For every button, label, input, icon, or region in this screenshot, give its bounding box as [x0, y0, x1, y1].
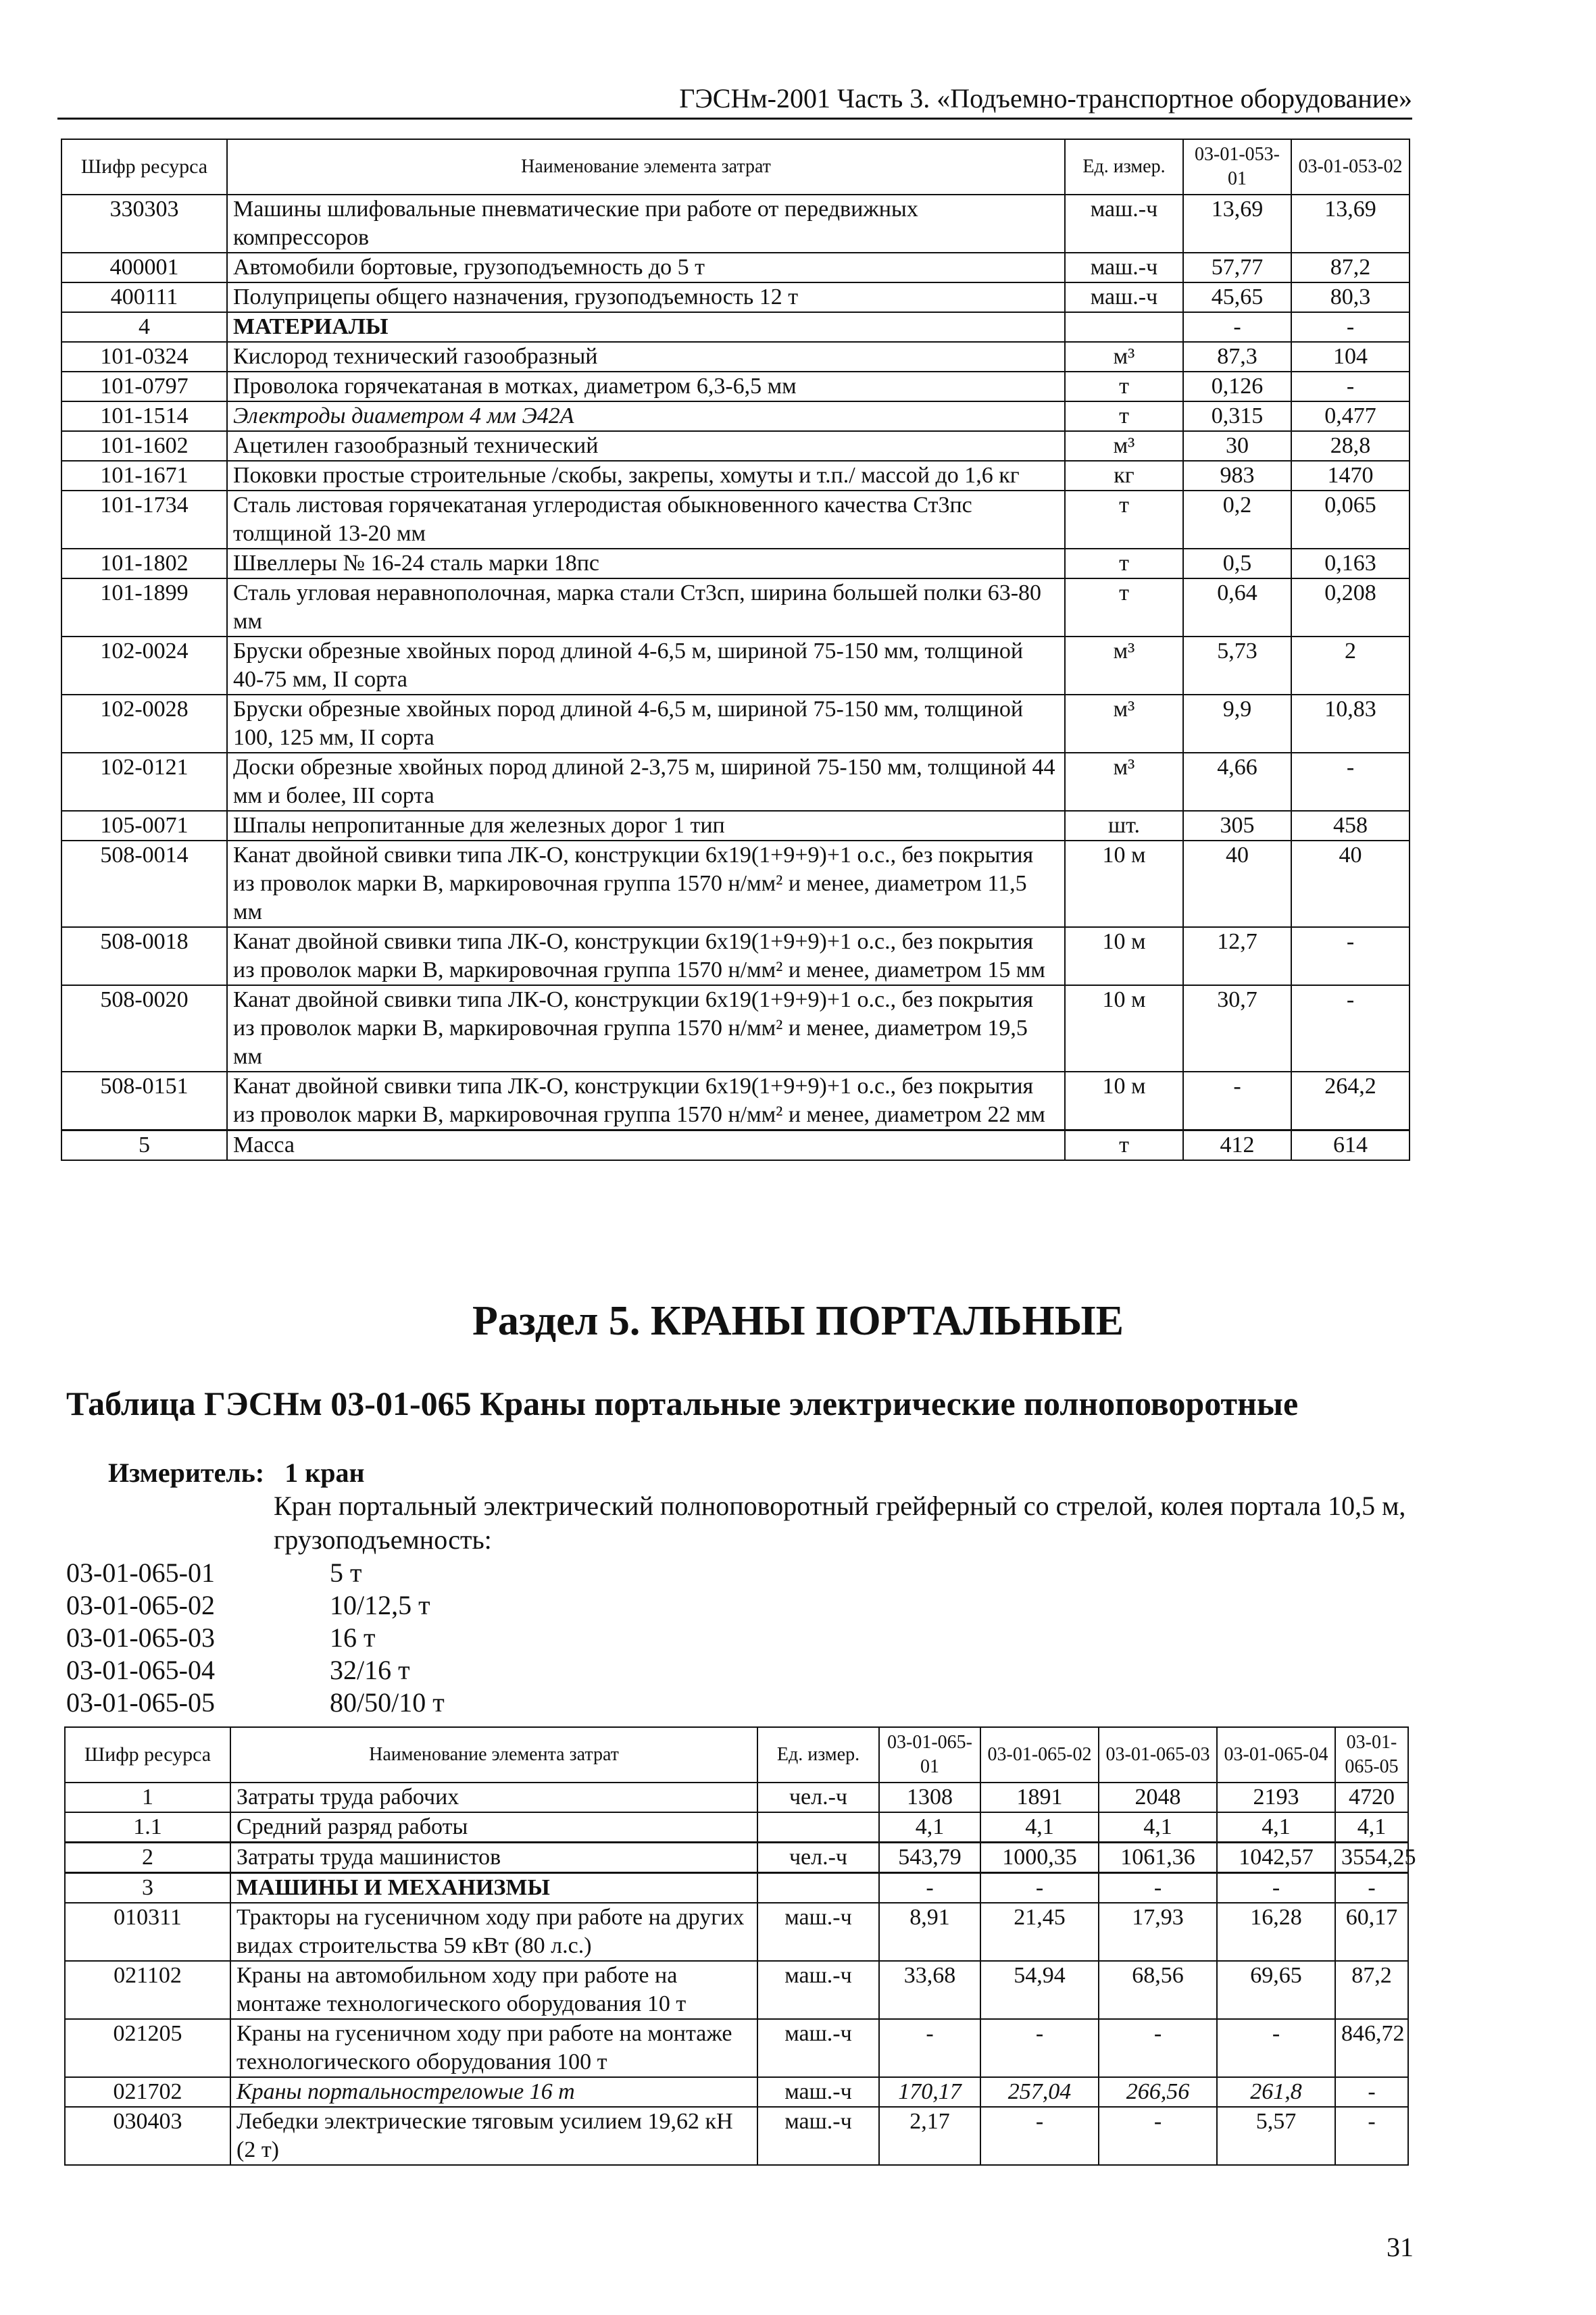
- value-053-02: 10,83: [1291, 695, 1410, 753]
- value-065-04: -: [1217, 2019, 1335, 2077]
- resource-unit: чел.-ч: [757, 1843, 879, 1873]
- value-065-05: 4,1: [1335, 1812, 1408, 1843]
- resource-code: 102-0024: [61, 637, 227, 695]
- value-065-01: 8,91: [879, 1903, 980, 1961]
- col-header-065-04: 03-01-065-04: [1217, 1727, 1335, 1783]
- resource-name: Затраты труда рабочих: [230, 1783, 757, 1812]
- resource-unit: м³: [1065, 431, 1183, 461]
- resource-table-065: [64, 1726, 1416, 2166]
- value-053-01: 983: [1183, 461, 1291, 491]
- measure-label: Измеритель:: [108, 1458, 265, 1488]
- resource-unit: т: [1065, 1130, 1183, 1161]
- col-header-065-03: 03-01-065-03: [1099, 1727, 1217, 1783]
- value-065-02: 1891: [980, 1783, 1099, 1812]
- value-065-01: 33,68: [879, 1961, 980, 2019]
- resource-code: 508-0018: [61, 927, 227, 985]
- value-065-05: 3554,25: [1335, 1843, 1408, 1873]
- value-053-01: 5,73: [1183, 637, 1291, 695]
- value-053-01: 0,64: [1183, 578, 1291, 637]
- value-053-01: 45,65: [1183, 282, 1291, 312]
- resource-unit: маш.-ч: [757, 1903, 879, 1961]
- value-053-02: 264,2: [1291, 1072, 1410, 1130]
- value-053-01: 0,315: [1183, 401, 1291, 431]
- table-row: [61, 431, 1410, 461]
- page-number: 31: [1387, 2232, 1414, 2262]
- value-065-03: 2048: [1099, 1783, 1217, 1812]
- resource-unit: м³: [1065, 695, 1183, 753]
- value-065-01: -: [879, 2019, 980, 2077]
- resource-unit: маш.-ч: [1065, 253, 1183, 282]
- resource-code: 101-1802: [61, 549, 227, 578]
- resource-code: 4: [61, 312, 227, 342]
- table-row: [61, 841, 1410, 927]
- value-065-03: 1061,36: [1099, 1843, 1217, 1873]
- value-053-01: 87,3: [1183, 342, 1291, 372]
- value-065-02: 4,1: [980, 1812, 1099, 1843]
- resource-unit: маш.-ч: [757, 2107, 879, 2165]
- table-row: [61, 811, 1410, 841]
- resource-unit: [757, 1812, 879, 1843]
- value-065-03: 68,56: [1099, 1961, 1217, 2019]
- resource-unit: т: [1065, 401, 1183, 431]
- table-row: [61, 695, 1410, 753]
- resource-code: 508-0020: [61, 985, 227, 1072]
- variant-code: 03-01-065-03: [66, 1622, 215, 1653]
- resource-code: 101-0797: [61, 372, 227, 401]
- resource-code: 021102: [65, 1961, 230, 2019]
- table-row: [61, 753, 1410, 811]
- resource-code: 2: [65, 1843, 230, 1873]
- resource-unit: маш.-ч: [1065, 282, 1183, 312]
- value-065-04: 2193: [1217, 1783, 1335, 1812]
- resource-name: МАТЕРИАЛЫ: [227, 312, 1065, 342]
- table-row: [61, 312, 1410, 342]
- table-row: [61, 401, 1410, 431]
- table-row: [61, 1130, 1410, 1161]
- resource-code: 101-1671: [61, 461, 227, 491]
- running-header: ГЭСНм-2001 Часть 3. «Подъемно-транспортное оборудование»: [57, 80, 1412, 120]
- resource-unit: 10 м: [1065, 985, 1183, 1072]
- value-065-03: -: [1099, 2019, 1217, 2077]
- value-065-05: 60,17: [1335, 1903, 1408, 1961]
- resource-code: 330303: [61, 195, 227, 253]
- resource-name: Шпалы непропитанные для железных дорог 1 тип: [227, 811, 1065, 841]
- col-header-code: Шифр ресурса: [65, 1727, 230, 1783]
- value-053-01: 40: [1183, 841, 1291, 927]
- col-header-name: Наименование элемента затрат: [227, 139, 1065, 195]
- resource-unit: маш.-ч: [1065, 195, 1183, 253]
- value-053-02: 0,163: [1291, 549, 1410, 578]
- table-row: [61, 549, 1410, 578]
- resource-code: 102-0028: [61, 695, 227, 753]
- table-header-row: [61, 139, 1410, 195]
- resource-unit: чел.-ч: [757, 1783, 879, 1812]
- value-053-02: -: [1291, 927, 1410, 985]
- value-065-02: -: [980, 2107, 1099, 2165]
- resource-name: Канат двойной свивки типа ЛК-О, конструкции 6х19(1+9+9)+1 о.с., без покрытия из проволок марки В, маркировочная группа 1570 н/мм² и менее, диаметром 11,5 мм: [227, 841, 1065, 927]
- value-065-05: 4720: [1335, 1783, 1408, 1812]
- resource-code: 400001: [61, 253, 227, 282]
- variant-row: [66, 1589, 430, 1621]
- resource-unit: 10 м: [1065, 841, 1183, 927]
- value-053-01: 0,126: [1183, 372, 1291, 401]
- resource-code: 1: [65, 1783, 230, 1812]
- value-053-02: 104: [1291, 342, 1410, 372]
- col-header-065-01: 03-01-065-01: [879, 1727, 980, 1783]
- table-row: [61, 342, 1410, 372]
- value-053-01: 57,77: [1183, 253, 1291, 282]
- value-065-05: 846,72: [1335, 2019, 1408, 2077]
- value-065-01: 170,17: [879, 2077, 980, 2107]
- variant-value: 32/16 т: [330, 1655, 410, 1685]
- resource-code: 3: [65, 1873, 230, 1903]
- resource-code: 101-1602: [61, 431, 227, 461]
- value-065-03: -: [1099, 1873, 1217, 1903]
- value-065-01: -: [879, 1873, 980, 1903]
- variant-row: [66, 1622, 376, 1653]
- col-header-053-02: 03-01-053-02: [1291, 139, 1410, 195]
- resource-name: Ацетилен газообразный технический: [227, 431, 1065, 461]
- resource-code: 101-1899: [61, 578, 227, 637]
- measure-line: [108, 1457, 365, 1489]
- table-row: [65, 2077, 1408, 2107]
- value-053-02: -: [1291, 372, 1410, 401]
- resource-name: Канат двойной свивки типа ЛК-О, конструкции 6х19(1+9+9)+1 о.с., без покрытия из проволок марки В, маркировочная группа 1570 н/мм² и менее, диаметром 15 мм: [227, 927, 1065, 985]
- value-053-02: 28,8: [1291, 431, 1410, 461]
- value-053-01: 9,9: [1183, 695, 1291, 753]
- resource-name: Доски обрезные хвойных пород длиной 2-3,75 м, шириной 75-150 мм, толщиной 44 мм и более, III сорта: [227, 753, 1065, 811]
- value-053-02: 2: [1291, 637, 1410, 695]
- table-header-row: [65, 1727, 1408, 1783]
- col-header-unit: Ед. измер.: [1065, 139, 1183, 195]
- table-row: [61, 1072, 1410, 1130]
- resource-name: Масса: [227, 1130, 1065, 1161]
- resource-name: Швеллеры № 16-24 сталь марки 18пс: [227, 549, 1065, 578]
- value-065-01: 1308: [879, 1783, 980, 1812]
- table-row: [65, 2019, 1408, 2077]
- resource-name: Сталь угловая неравнополочная, марка стали Ст3сп, ширина большей полки 63-80 мм: [227, 578, 1065, 637]
- value-053-01: 30,7: [1183, 985, 1291, 1072]
- value-053-02: -: [1291, 312, 1410, 342]
- table-row: [65, 1961, 1408, 2019]
- value-053-02: 0,065: [1291, 491, 1410, 549]
- resource-name: Затраты труда машинистов: [230, 1843, 757, 1873]
- resource-name: Канат двойной свивки типа ЛК-О, конструкции 6х19(1+9+9)+1 о.с., без покрытия из проволок марки В, маркировочная группа 1570 н/мм² и менее, диаметром 19,5 мм: [227, 985, 1065, 1072]
- variant-code: 03-01-065-05: [66, 1687, 215, 1718]
- resource-unit: 10 м: [1065, 927, 1183, 985]
- value-065-03: 4,1: [1099, 1812, 1217, 1843]
- table-row: [65, 1843, 1408, 1873]
- resource-unit: маш.-ч: [757, 1961, 879, 2019]
- resource-unit: маш.-ч: [757, 2077, 879, 2107]
- col-header-065-05: 03-01-065-05: [1335, 1727, 1408, 1783]
- table-row: [65, 2107, 1408, 2165]
- variant-value: 10/12,5 т: [330, 1590, 430, 1620]
- resource-name: Канат двойной свивки типа ЛК-О, конструкции 6х19(1+9+9)+1 о.с., без покрытия из проволок марки В, маркировочная группа 1570 н/мм² и менее, диаметром 22 мм: [227, 1072, 1065, 1130]
- resource-name: Полуприцепы общего назначения, грузоподъемность 12 т: [227, 282, 1065, 312]
- col-header-name: Наименование элемента затрат: [230, 1727, 757, 1783]
- resource-unit: м³: [1065, 342, 1183, 372]
- resource-code: 010311: [65, 1903, 230, 1961]
- variant-value: 80/50/10 т: [330, 1687, 445, 1718]
- resource-unit: маш.-ч: [757, 2019, 879, 2077]
- value-053-01: 30: [1183, 431, 1291, 461]
- resource-unit: кг: [1065, 461, 1183, 491]
- table-row: [61, 195, 1410, 253]
- value-065-04: 1042,57: [1217, 1843, 1335, 1873]
- resource-name: Электроды диаметром 4 мм Э42А: [227, 401, 1065, 431]
- value-065-02: -: [980, 1873, 1099, 1903]
- value-065-04: 69,65: [1217, 1961, 1335, 2019]
- col-header-053-01: 03-01-053-01: [1183, 139, 1291, 195]
- resource-unit: [757, 1873, 879, 1903]
- value-065-05: -: [1335, 2107, 1408, 2165]
- value-065-04: 16,28: [1217, 1903, 1335, 1961]
- table-row: [65, 1812, 1408, 1843]
- table-row: [61, 637, 1410, 695]
- table-row: [65, 1783, 1408, 1812]
- resource-unit: т: [1065, 549, 1183, 578]
- value-065-01: 2,17: [879, 2107, 980, 2165]
- col-header-065-02: 03-01-065-02: [980, 1727, 1099, 1783]
- resource-name: Автомобили бортовые, грузоподъемность до 5 т: [227, 253, 1065, 282]
- variant-code: 03-01-065-01: [66, 1558, 215, 1588]
- value-065-05: 87,2: [1335, 1961, 1408, 2019]
- variant-row: [66, 1687, 445, 1718]
- resource-code: 101-1514: [61, 401, 227, 431]
- resource-code: 508-0151: [61, 1072, 227, 1130]
- resource-unit: м³: [1065, 753, 1183, 811]
- resource-table-053: [61, 139, 1410, 1161]
- table-row: [61, 578, 1410, 637]
- variant-row: [66, 1654, 410, 1686]
- value-053-01: 0,2: [1183, 491, 1291, 549]
- resource-name: Тракторы на гусеничном ходу при работе на других видах строительства 59 кВт (80 л.с.): [230, 1903, 757, 1961]
- value-065-02: 1000,35: [980, 1843, 1099, 1873]
- variant-row: [66, 1557, 362, 1589]
- value-053-02: 40: [1291, 841, 1410, 927]
- value-065-04: 4,1: [1217, 1812, 1335, 1843]
- value-053-01: 13,69: [1183, 195, 1291, 253]
- table-row: [65, 1873, 1408, 1903]
- value-065-02: 54,94: [980, 1961, 1099, 2019]
- variant-code: 03-01-065-02: [66, 1590, 215, 1620]
- value-053-01: -: [1183, 312, 1291, 342]
- value-065-01: 543,79: [879, 1843, 980, 1873]
- resource-code: 021205: [65, 2019, 230, 2077]
- value-053-02: -: [1291, 985, 1410, 1072]
- col-header-unit: Ед. измер.: [757, 1727, 879, 1783]
- value-053-02: 0,208: [1291, 578, 1410, 637]
- table-row: [61, 491, 1410, 549]
- resource-code: 105-0071: [61, 811, 227, 841]
- resource-unit: 10 м: [1065, 1072, 1183, 1130]
- value-053-02: 0,477: [1291, 401, 1410, 431]
- value-065-03: 266,56: [1099, 2077, 1217, 2107]
- variant-code: 03-01-065-04: [66, 1655, 215, 1685]
- resource-unit: т: [1065, 578, 1183, 637]
- value-053-01: 4,66: [1183, 753, 1291, 811]
- table-row: [61, 253, 1410, 282]
- resource-name: Средний разряд работы: [230, 1812, 757, 1843]
- value-053-01: 412: [1183, 1130, 1291, 1161]
- variant-value: 5 т: [330, 1558, 362, 1588]
- value-065-04: 261,8: [1217, 2077, 1335, 2107]
- resource-code: 101-0324: [61, 342, 227, 372]
- col-header-code: Шифр ресурса: [61, 139, 227, 195]
- value-065-05: -: [1335, 1873, 1408, 1903]
- value-053-02: 80,3: [1291, 282, 1410, 312]
- resource-unit: м³: [1065, 637, 1183, 695]
- resource-name: Машины шлифовальные пневматические при работе от передвижных компрессоров: [227, 195, 1065, 253]
- resource-name: Лебедки электрические тяговым усилием 19,62 кН (2 т): [230, 2107, 757, 2165]
- resource-code: 400111: [61, 282, 227, 312]
- value-053-02: 614: [1291, 1130, 1410, 1161]
- table-row: [61, 461, 1410, 491]
- resource-name: Бруски обрезные хвойных пород длиной 4-6,5 м, шириной 75-150 мм, толщиной 40-75 мм, II сорта: [227, 637, 1065, 695]
- table-row: [65, 1903, 1408, 1961]
- resource-name: Краны портальнострелowые 16 т: [230, 2077, 757, 2107]
- value-053-01: 0,5: [1183, 549, 1291, 578]
- table-row: [61, 985, 1410, 1072]
- value-053-02: -: [1291, 753, 1410, 811]
- value-053-01: 12,7: [1183, 927, 1291, 985]
- value-065-02: 21,45: [980, 1903, 1099, 1961]
- value-065-02: 257,04: [980, 2077, 1099, 2107]
- resource-unit: шт.: [1065, 811, 1183, 841]
- resource-code: 5: [61, 1130, 227, 1161]
- resource-unit: [1065, 312, 1183, 342]
- resource-code: 1.1: [65, 1812, 230, 1843]
- resource-name: Бруски обрезные хвойных пород длиной 4-6,5 м, шириной 75-150 мм, толщиной 100, 125 мм, II сорта: [227, 695, 1065, 753]
- variant-value: 16 т: [330, 1622, 376, 1653]
- resource-name: Кислород технический газообразный: [227, 342, 1065, 372]
- resource-code: 102-0121: [61, 753, 227, 811]
- resource-unit: т: [1065, 491, 1183, 549]
- resource-code: 030403: [65, 2107, 230, 2165]
- value-053-02: 13,69: [1291, 195, 1410, 253]
- value-065-04: 5,57: [1217, 2107, 1335, 2165]
- table-row: [61, 282, 1410, 312]
- table-row: [61, 927, 1410, 985]
- description: Кран портальный электрический полноповоротный грейферный со стрелой, колея портала 10,5 м, грузоподъемность:: [274, 1491, 1406, 1555]
- resource-name: Сталь листовая горячекатаная углеродистая обыкновенного качества Ст3пс толщиной 13-20 мм: [227, 491, 1065, 549]
- section-title: Раздел 5. КРАНЫ ПОРТАЛЬНЫЕ: [472, 1298, 1124, 1344]
- resource-code: 021702: [65, 2077, 230, 2107]
- value-065-05: -: [1335, 2077, 1408, 2107]
- value-065-03: 17,93: [1099, 1903, 1217, 1961]
- value-053-01: -: [1183, 1072, 1291, 1130]
- table-row: [61, 372, 1410, 401]
- value-053-02: 87,2: [1291, 253, 1410, 282]
- resource-name: МАШИНЫ И МЕХАНИЗМЫ: [230, 1873, 757, 1903]
- resource-code: 101-1734: [61, 491, 227, 549]
- value-053-02: 1470: [1291, 461, 1410, 491]
- value-065-02: -: [980, 2019, 1099, 2077]
- value-065-04: -: [1217, 1873, 1335, 1903]
- resource-name: Поковки простые строительные /скобы, закрепы, хомуты и т.п./ массой до 1,6 кг: [227, 461, 1065, 491]
- value-065-01: 4,1: [879, 1812, 980, 1843]
- table-title: Таблица ГЭСНм 03-01-065 Краны портальные электрические полноповоротные: [66, 1385, 1299, 1422]
- resource-code: 508-0014: [61, 841, 227, 927]
- resource-unit: т: [1065, 372, 1183, 401]
- value-053-01: 305: [1183, 811, 1291, 841]
- measure-value: 1 кран: [284, 1458, 365, 1488]
- value-065-03: -: [1099, 2107, 1217, 2165]
- resource-name: Проволока горячекатаная в мотках, диаметром 6,3-6,5 мм: [227, 372, 1065, 401]
- value-053-02: 458: [1291, 811, 1410, 841]
- resource-name: Краны на автомобильном ходу при работе на монтаже технологического оборудования 10 т: [230, 1961, 757, 2019]
- resource-name: Краны на гусеничном ходу при работе на монтаже технологического оборудования 100 т: [230, 2019, 757, 2077]
